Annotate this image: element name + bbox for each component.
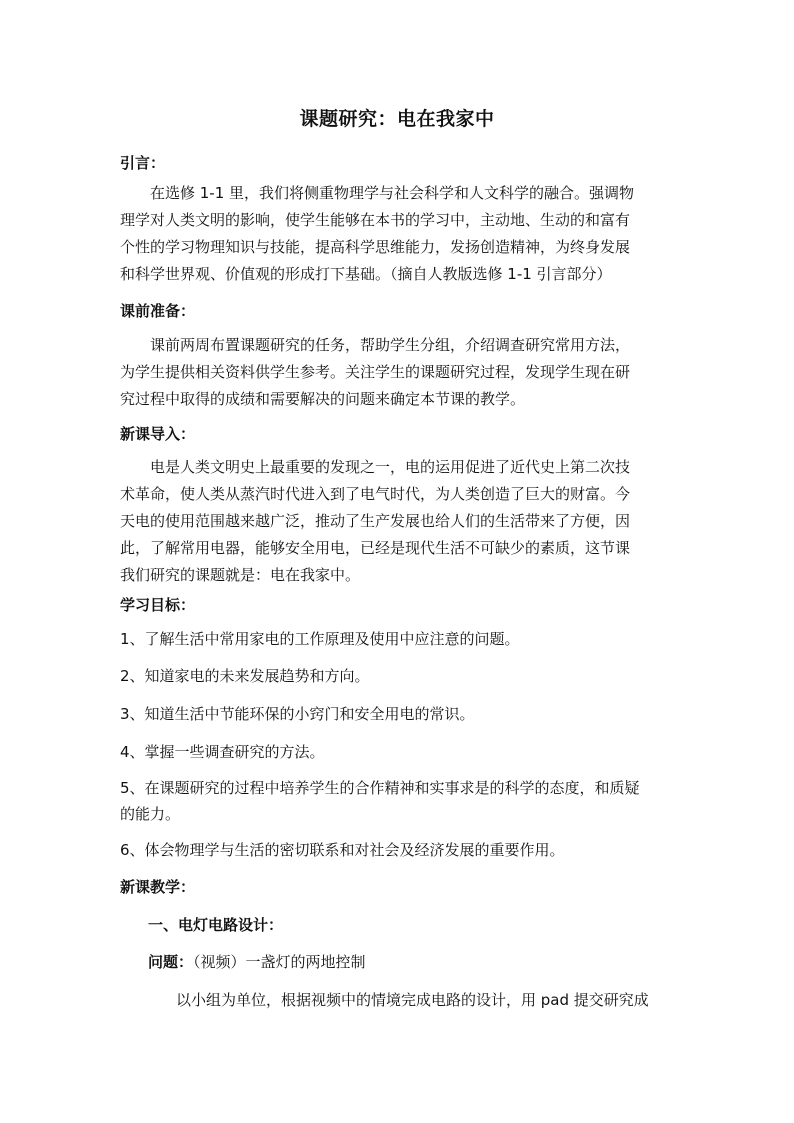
- goal-text: 1、了解生活中常用家电的工作原理及使用中应注意的问题。: [120, 630, 520, 648]
- goal-item-3: [120, 701, 680, 727]
- prep-line: 为学生提供相关资料供学生参考。关注学生的课题研究过程，发现学生现在研: [120, 363, 631, 381]
- lead-heading: 新课导入：: [120, 425, 196, 443]
- intro-line: 在选修 1-1 里，我们将侧重物理学与社会科学和人文科学的融合。强调物: [150, 184, 635, 202]
- goal-item-2: [120, 663, 680, 689]
- goal-text: 6、体会物理学与生活的密切联系和对社会及经济发展的重要作用。: [120, 841, 565, 859]
- goals-heading: 学习目标：: [120, 596, 196, 614]
- intro-line: 个性的学习物理知识与技能，提高科学思维能力，发扬创造精神，为终身发展: [120, 238, 631, 256]
- teach-heading: 新课教学：: [120, 878, 196, 896]
- prep-line: 课前两周布置课题研究的任务，帮助学生分组，介绍调查研究常用方法，: [150, 336, 631, 354]
- lead-paragraph: [120, 454, 680, 589]
- goal-item-1: [120, 626, 680, 652]
- goal-text: 的能力。: [120, 805, 181, 823]
- prep-paragraph: [120, 332, 680, 413]
- page-title: 课题研究：电在我家中: [299, 108, 495, 130]
- teach-paragraph: [176, 987, 696, 1014]
- section-heading: 一、电灯电路设计：: [148, 916, 284, 934]
- goal-text: 2、知道家电的未来发展趋势和方向。: [120, 667, 370, 685]
- intro-line: 理学对人类文明的影响，使学生能够在本书的学习中，主动地、生动的和富有: [120, 211, 631, 229]
- goal-item-4: [120, 739, 680, 765]
- goal-text: 3、知道生活中节能环保的小窍门和安全用电的常识。: [120, 705, 475, 723]
- goal-item-6: [120, 837, 680, 863]
- question-text: （视频）一盏灯的两地控制: [193, 953, 366, 971]
- question-line: [148, 951, 366, 972]
- question-label: 问题：: [148, 953, 194, 971]
- lead-line: 天电的使用范围越来越广泛，推动了生产发展也给人们的生活带来了方便，因: [120, 512, 631, 530]
- lead-line: 术革命，使人类从蒸汽时代进入到了电气时代，为人类创造了巨大的财富。今: [120, 485, 631, 503]
- goal-text: 4、掌握一些调查研究的方法。: [120, 743, 325, 761]
- prep-heading: 课前准备：: [120, 302, 196, 320]
- intro-paragraph: [120, 180, 680, 288]
- intro-heading: 引言：: [120, 154, 166, 172]
- lead-line: 我们研究的课题就是：电在我家中。: [120, 566, 361, 584]
- lead-line: 此，了解常用电器，能够安全用电，已经是现代生活不可缺少的素质，这节课: [120, 539, 631, 557]
- goal-text: 5、在课题研究的过程中培养学生的合作精神和实事求是的科学的态度，和质疑: [120, 779, 640, 797]
- prep-line: 究过程中取得的成绩和需要解决的问题来确定本节课的教学。: [120, 390, 526, 408]
- goal-item-5: [120, 775, 680, 827]
- intro-line: 和科学世界观、价值观的形成打下基础。（摘自人教版选修 1-1 引言部分）: [120, 265, 612, 283]
- teach-line: 以小组为单位，根据视频中的情境完成电路的设计，用 pad 提交研究成: [176, 991, 649, 1009]
- lead-line: 电是人类文明史上最重要的发现之一，电的运用促进了近代史上第二次技: [150, 458, 631, 476]
